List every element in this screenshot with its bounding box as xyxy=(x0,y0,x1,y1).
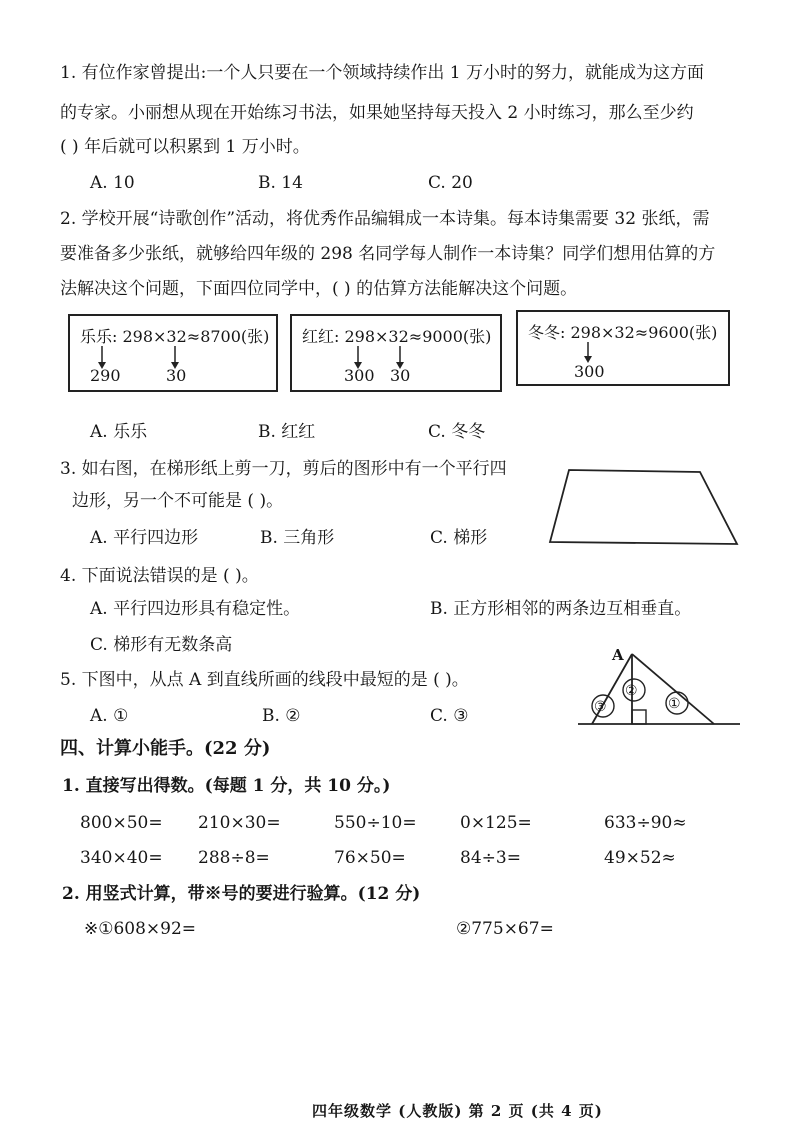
q1-option-c: C. 20 xyxy=(428,173,473,193)
calc-item: 800×50= xyxy=(80,813,163,833)
estimate-box-lele xyxy=(68,314,278,392)
q5-option-b: B. ② xyxy=(262,706,301,726)
q2-option-c: C. 冬冬 xyxy=(428,422,486,442)
q5-line1: 5. 下图中，从点 A 到直线所画的线段中最短的是 ( )。 xyxy=(60,670,469,690)
point-a-label: A xyxy=(612,646,624,664)
q2-line3: 法解决这个问题，下面四位同学中，( ) 的估算方法能解决这个问题。 xyxy=(60,279,578,299)
estimate-expr-lele: 乐乐: 298×32≈8700(张) xyxy=(80,327,270,346)
calc-item: 633÷90≈ xyxy=(604,813,687,833)
estimate-arrows-dongdong xyxy=(518,312,732,388)
q5-option-a: A. ① xyxy=(90,706,129,726)
q3-option-b: B. 三角形 xyxy=(260,528,335,548)
q3-line2: 边形，另一个不可能是 ( )。 xyxy=(72,491,284,511)
q4-line1: 4. 下面说法错误的是 ( )。 xyxy=(60,566,259,586)
calc-item: 288÷8= xyxy=(198,848,270,868)
estimate-box-honghong xyxy=(290,314,502,392)
estimate-expr-dongdong: 冬冬: 298×32≈9600(张) xyxy=(528,323,718,342)
segment-3-label: ③ xyxy=(594,699,607,715)
q2-option-a: A. 乐乐 xyxy=(90,422,148,442)
q4-option-b: B. 正方形相邻的两条边互相垂直。 xyxy=(430,599,692,619)
calc-item: 550÷10= xyxy=(334,813,417,833)
q1-line2: 的专家。小丽想从现在开始练习书法，如果她坚持每天投入 2 小时练习，那么至少约 xyxy=(60,103,694,123)
perpendicular-figure xyxy=(574,640,744,732)
q1-option-b: B. 14 xyxy=(258,173,303,193)
trapezoid-figure xyxy=(545,460,745,550)
estimate-num-2: 30 xyxy=(390,366,411,385)
calc-item: 210×30= xyxy=(198,813,281,833)
q2-line2: 要准备多少张纸，就够给四年级的 298 名同学每人制作一本诗集？同学们想用估算的方 xyxy=(60,244,716,264)
q2-line1: 2. 学校开展“诗歌创作”活动，将优秀作品编辑成一本诗集。每本诗集需要 32 张纸，需 xyxy=(60,209,710,229)
q3-option-a: A. 平行四边形 xyxy=(90,528,199,548)
q2-option-b: B. 红红 xyxy=(258,422,316,442)
q5-option-c: C. ③ xyxy=(430,706,469,726)
page-footer: 四年级数学 (人教版) 第 2 页 (共 4 页) xyxy=(312,1102,603,1120)
segment-1-label: ① xyxy=(668,696,681,712)
segment-2-label: ② xyxy=(625,683,638,699)
calc-item: 49×52≈ xyxy=(604,848,676,868)
estimate-num-1: 290 xyxy=(90,366,121,385)
q4-option-c: C. 梯形有无数条高 xyxy=(90,635,233,655)
q1-option-a: A. 10 xyxy=(90,173,135,193)
calc-item: 84÷3= xyxy=(460,848,521,868)
estimate-num-1: 300 xyxy=(574,362,605,381)
vertical-calc-item-2: ②775×67= xyxy=(456,919,554,939)
estimate-num-1: 300 xyxy=(344,366,375,385)
calc-item: 0×125= xyxy=(460,813,532,833)
q1-line1: 1. 有位作家曾提出:一个人只要在一个领域持续作出 1 万小时的努力，就能成为这方面 xyxy=(60,63,704,83)
section-4-heading: 四、计算小能手。(22 分) xyxy=(60,738,271,759)
part2-title: 2. 用竖式计算，带※号的要进行验算。(12 分) xyxy=(62,884,421,904)
estimate-box-dongdong xyxy=(516,310,730,386)
estimate-expr-honghong: 红红: 298×32≈9000(张) xyxy=(302,327,492,346)
q1-line3: ( ) 年后就可以积累到 1 万小时。 xyxy=(60,137,310,157)
q4-option-a: A. 平行四边形具有稳定性。 xyxy=(90,599,301,619)
part1-title: 1. 直接写出得数。(每题 1 分，共 10 分。) xyxy=(62,776,391,796)
q3-line1: 3. 如右图，在梯形纸上剪一刀，剪后的图形中有一个平行四 xyxy=(60,459,507,479)
vertical-calc-item-1: ※①608×92= xyxy=(84,919,197,939)
q3-option-c: C. 梯形 xyxy=(430,528,488,548)
calc-item: 76×50= xyxy=(334,848,406,868)
estimate-num-2: 30 xyxy=(166,366,187,385)
calc-item: 340×40= xyxy=(80,848,163,868)
